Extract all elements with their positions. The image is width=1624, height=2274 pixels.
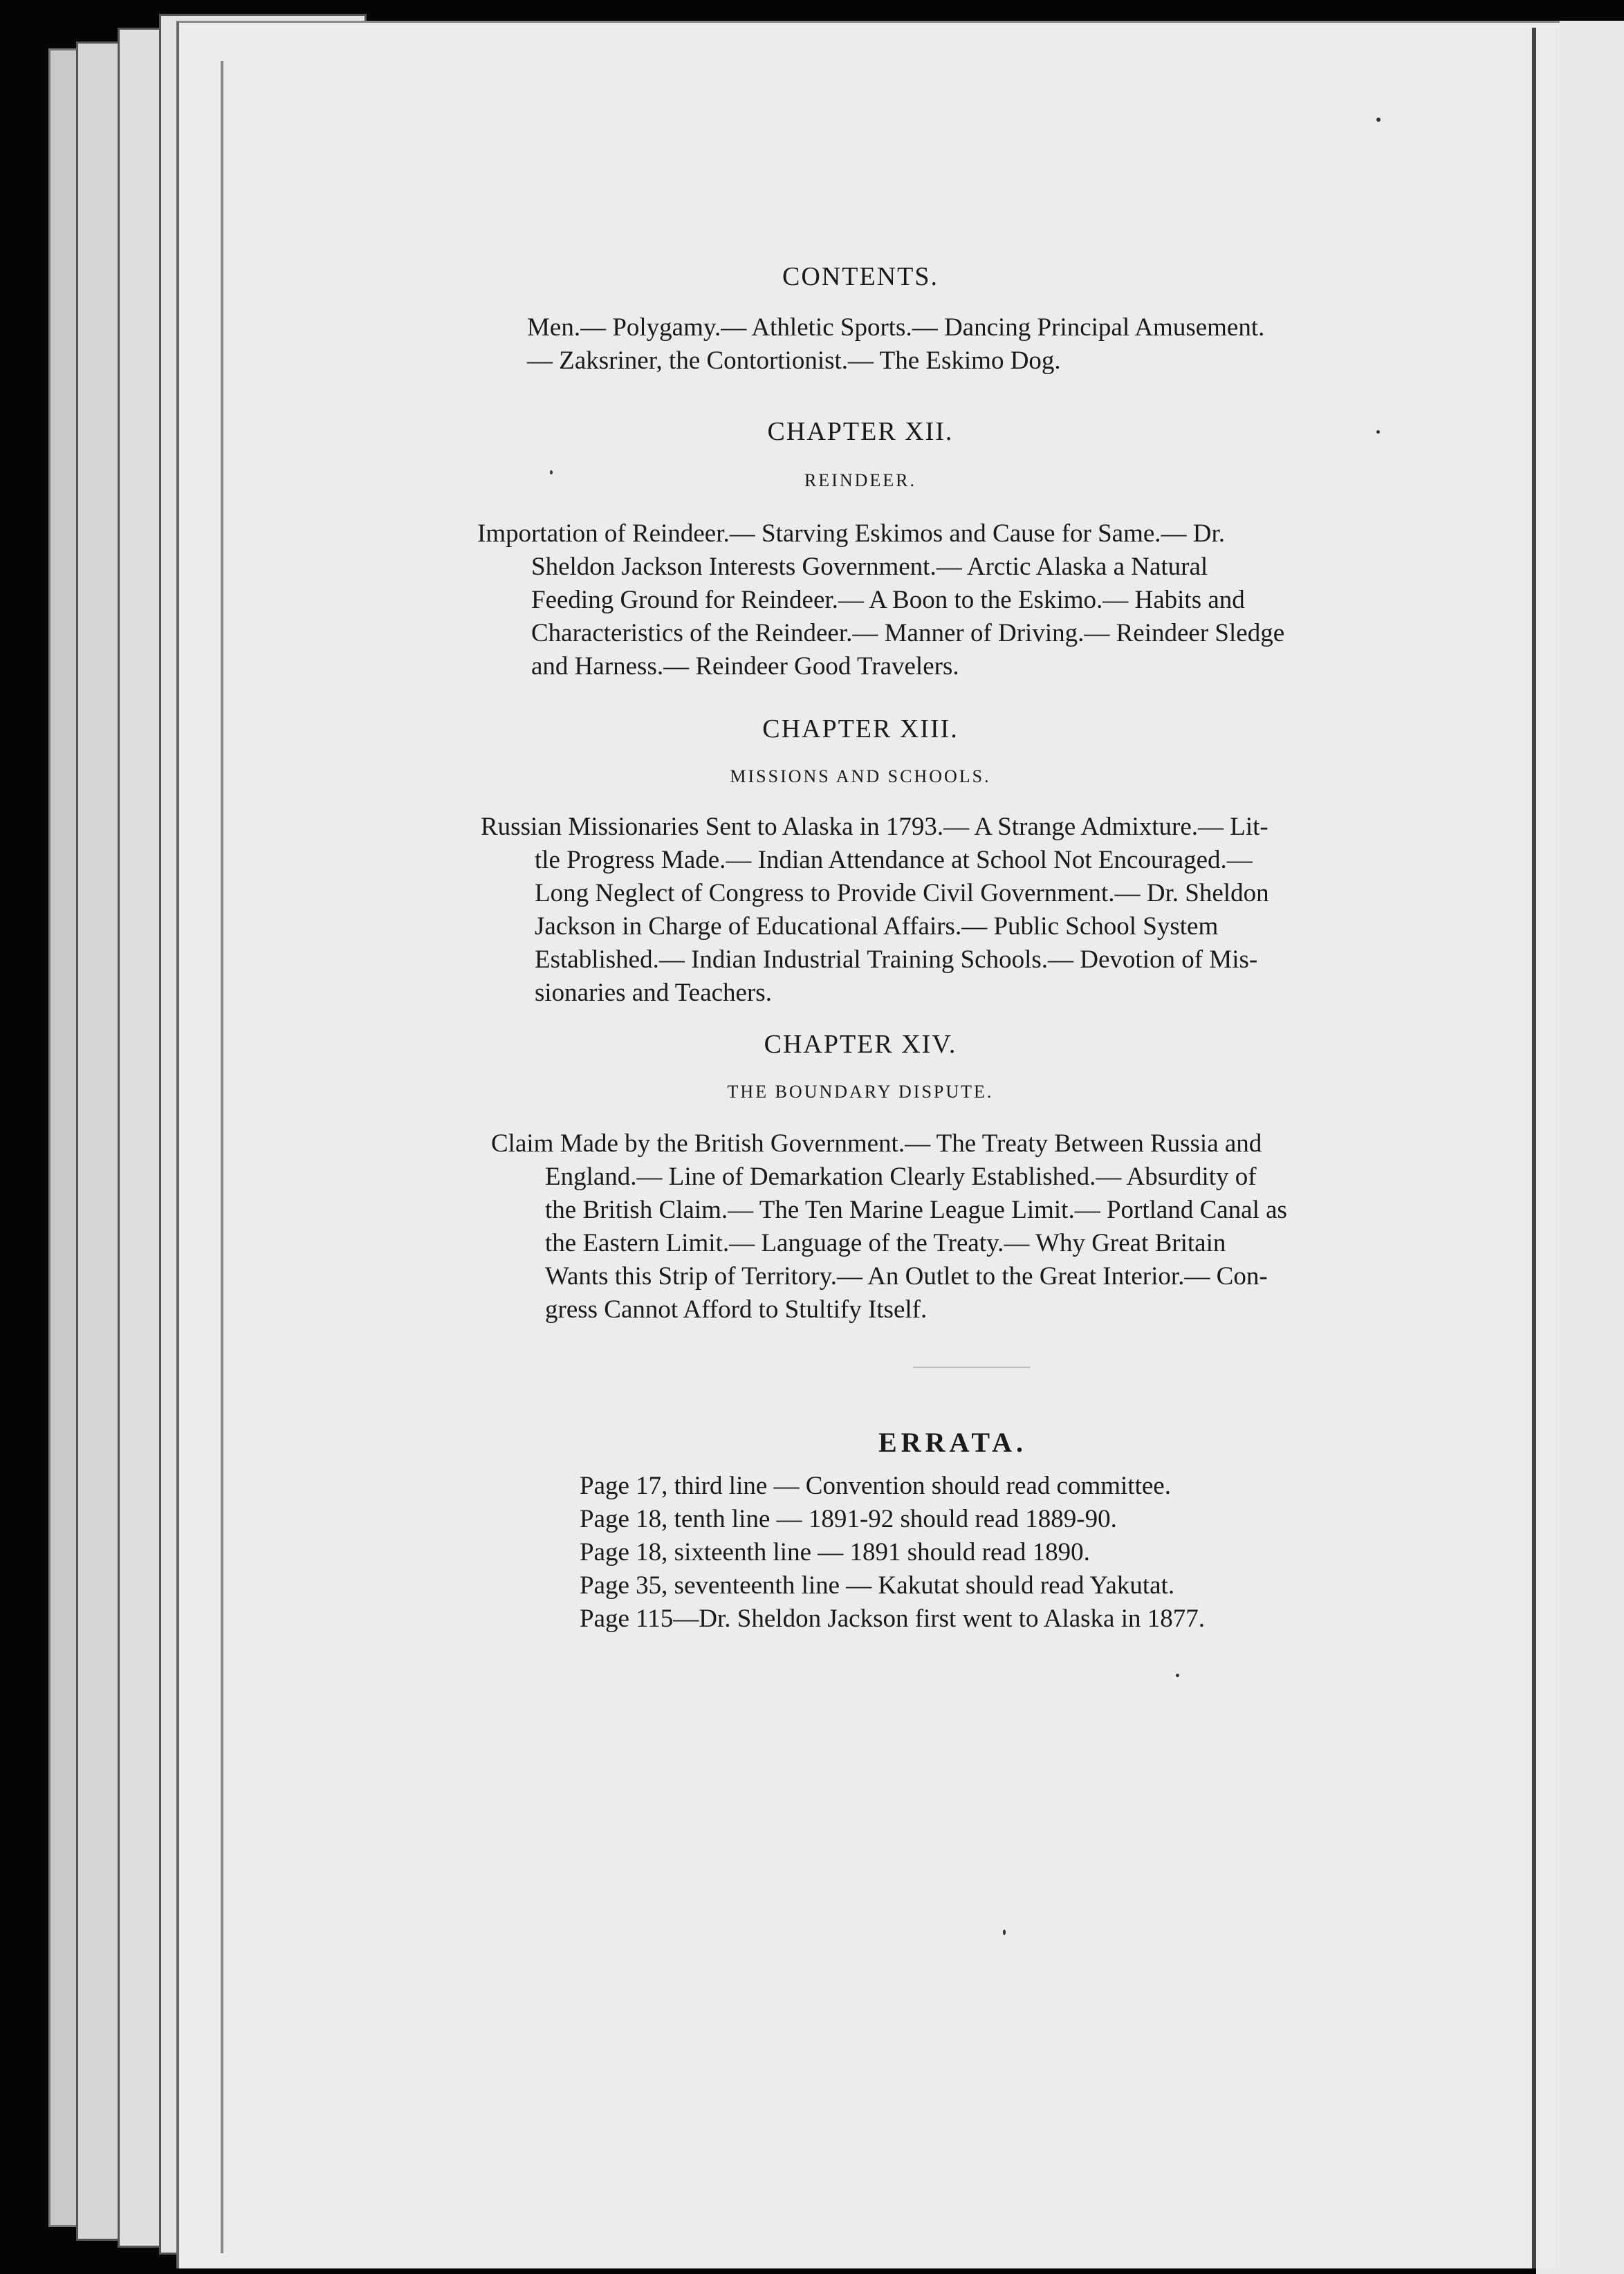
dust-speck xyxy=(1003,1930,1006,1935)
summary-line: Sheldon Jackson Interests Government.— Arctic Alaska a Natural xyxy=(531,553,1208,581)
dust-speck xyxy=(550,470,553,474)
dust-speck xyxy=(1376,118,1381,122)
chapter-subtitle: MISSIONS AND SCHOOLS. xyxy=(730,766,991,786)
running-head: CONTENTS. xyxy=(782,262,939,291)
summary-line: England.— Line of Demarkation Clearly Established.— Absurdity of xyxy=(545,1163,1257,1191)
errata-item: Page 17, third line — Convention should read committee. xyxy=(580,1472,1171,1500)
section-divider xyxy=(913,1367,1031,1368)
summary-line: Characteristics of the Reindeer.— Manner of Driving.— Reindeer Sledge xyxy=(531,619,1285,647)
errata-title: ERRATA. xyxy=(878,1427,1027,1458)
errata-list xyxy=(580,1470,1205,1636)
chapter-title: CHAPTER XIV. xyxy=(764,1030,957,1059)
chapter-subtitle: THE BOUNDARY DISPUTE. xyxy=(727,1082,994,1102)
errata-item: Page 115—Dr. Sheldon Jackson first went to Alaska in 1877. xyxy=(580,1605,1206,1633)
summary-line: Wants this Strip of Territory.— An Outlet to the Great Interior.— Con- xyxy=(545,1262,1268,1291)
chapter-summary xyxy=(477,517,1435,683)
summary-line: Russian Missionaries Sent to Alaska in 1793.— A Strange Admixture.— Lit- xyxy=(481,813,1268,841)
summary-line: Jackson in Charge of Educational Affairs.— Public School System xyxy=(535,912,1219,941)
summary-line: Long Neglect of Congress to Provide Civil Government.— Dr. Sheldon xyxy=(535,879,1269,907)
intro-line: Men.— Polygamy.— Athletic Sports.— Dancing Principal Amusement. xyxy=(527,313,1265,342)
errata-item: Page 35, seventeenth line — Kakutat should read Yakutat. xyxy=(580,1571,1175,1600)
chapter-title: CHAPTER XIII. xyxy=(762,714,959,743)
summary-line: the Eastern Limit.— Language of the Treaty.— Why Great Britain xyxy=(545,1229,1226,1257)
chapter-summary xyxy=(481,811,1442,1010)
errata-item: Page 18, tenth line — 1891-92 should read 1889-90. xyxy=(580,1505,1117,1533)
dust-speck xyxy=(1176,1674,1179,1677)
dust-speck xyxy=(1376,430,1380,434)
summary-line: Importation of Reindeer.— Starving Eskimos and Cause for Same.— Dr. xyxy=(477,519,1226,548)
summary-line: gress Cannot Afford to Stultify Itself. xyxy=(545,1295,928,1324)
chapter-title: CHAPTER XII. xyxy=(767,417,954,446)
summary-line: tle Progress Made.— Indian Attendance at School Not Encouraged.— xyxy=(535,846,1253,874)
summary-line: sionaries and Teachers. xyxy=(535,979,772,1007)
errata-item: Page 18, sixteenth line — 1891 should read 1890. xyxy=(580,1538,1090,1566)
summary-line: Claim Made by the British Government.— The Treaty Between Russia and xyxy=(491,1129,1262,1158)
chapter-summary xyxy=(491,1127,1452,1326)
summary-line: and Harness.— Reindeer Good Travelers. xyxy=(531,652,959,681)
intro-line: — Zaksriner, the Contortionist.— The Eskimo Dog. xyxy=(527,346,1061,375)
summary-line: the British Claim.— The Ten Marine League Limit.— Portland Canal as xyxy=(545,1196,1287,1224)
chapter-subtitle: REINDEER. xyxy=(804,470,917,490)
summary-line: Established.— Indian Industrial Training Schools.— Devotion of Mis- xyxy=(535,945,1258,974)
intro-paragraph xyxy=(527,311,1430,378)
summary-line: Feeding Ground for Reindeer.— A Boon to the Eskimo.— Habits and xyxy=(531,586,1245,614)
